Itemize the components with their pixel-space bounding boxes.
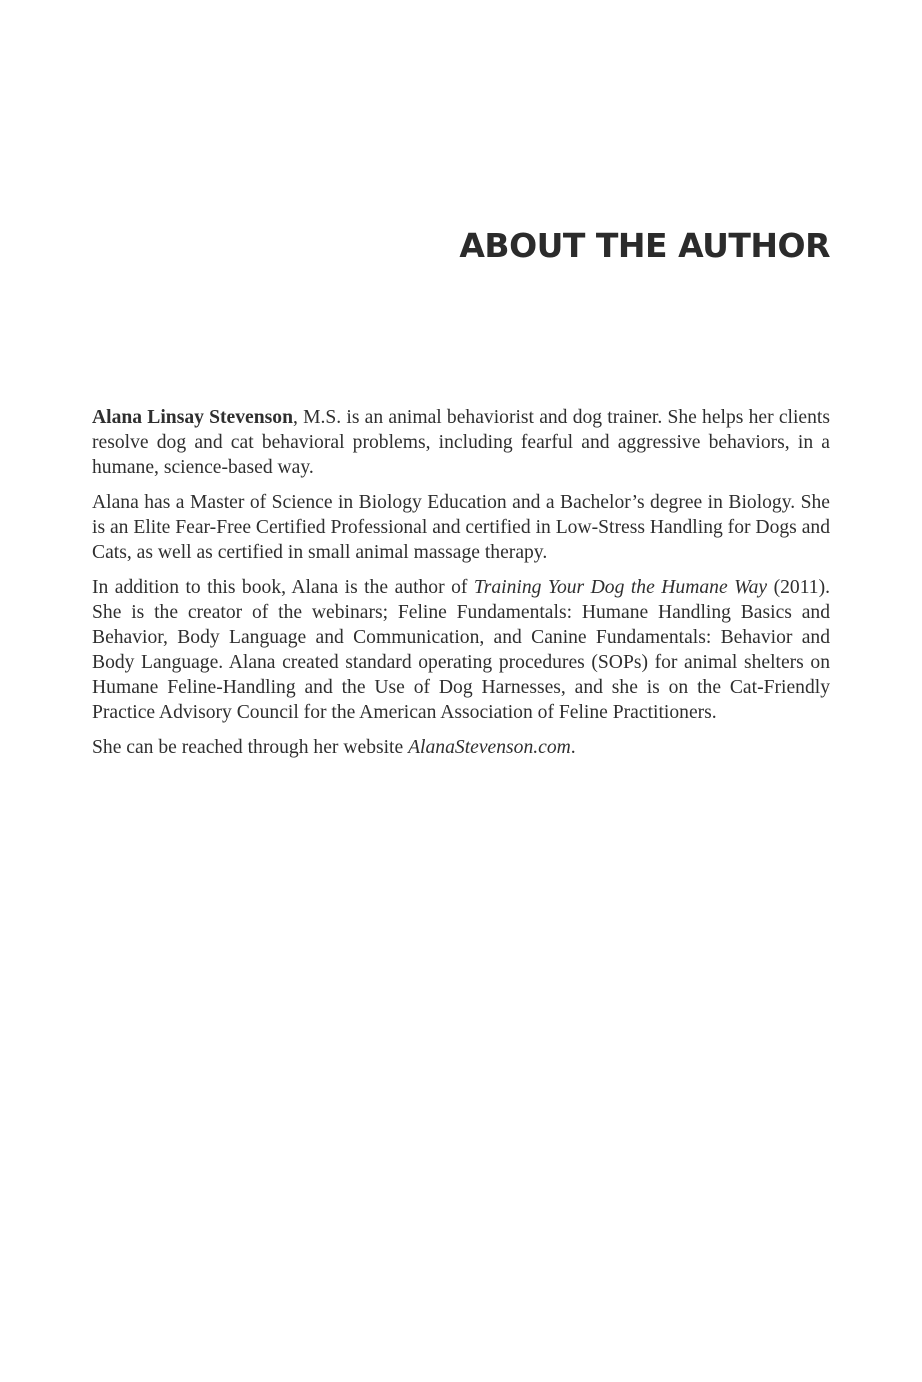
bio-paragraph-4-text-after: . [570, 737, 576, 758]
book-title: Training Your Dog the Humane Way [473, 577, 768, 598]
bio-paragraph-1-text: , M.S. is an animal behaviorist and dog trainer. She helps her clients resolve dog and cat behavioral problems, including fearful and aggressive behaviors, in a humane, science-based way. [92, 407, 830, 478]
bio-paragraph-4 [92, 735, 830, 760]
bio-paragraph-2 [92, 490, 830, 565]
page-heading: ABOUT THE AUTHOR [459, 226, 830, 265]
author-name: Alana Linsay Stevenson [92, 407, 293, 428]
bio-paragraph-4-text-before: She can be reached through her website [92, 737, 409, 758]
bio-paragraph-3 [92, 575, 830, 725]
bio-paragraph-3-text-after: (2011). She is the creator of the webinars; Feline Fundamentals: Humane Handling Basics and Behavior, Body Language and Communication, and Canine Fundamentals: Behavior and Body Language. Alana created standard operating procedures (SOPs) for animal shelters on Humane Feline-Handling and the Use of Dog Harnesses, and she is on the Cat-Friendly Practice Advisory Council for the American Association of Feline Practitioners. [92, 577, 830, 723]
bio-paragraph-1 [92, 405, 830, 480]
bio-paragraph-2-text: Alana has a Master of Science in Biology Education and a Bachelor’s degree in Biology. She is an Elite Fear-Free Certified Professional and certified in Low-Stress Handling for Dogs and Cats, as well as certified in small animal massage therapy. [92, 492, 830, 563]
author-website: AlanaStevenson.com [408, 737, 571, 758]
bio-paragraph-3-text-before: In addition to this book, Alana is the author of [92, 577, 474, 598]
author-bio [92, 405, 830, 770]
